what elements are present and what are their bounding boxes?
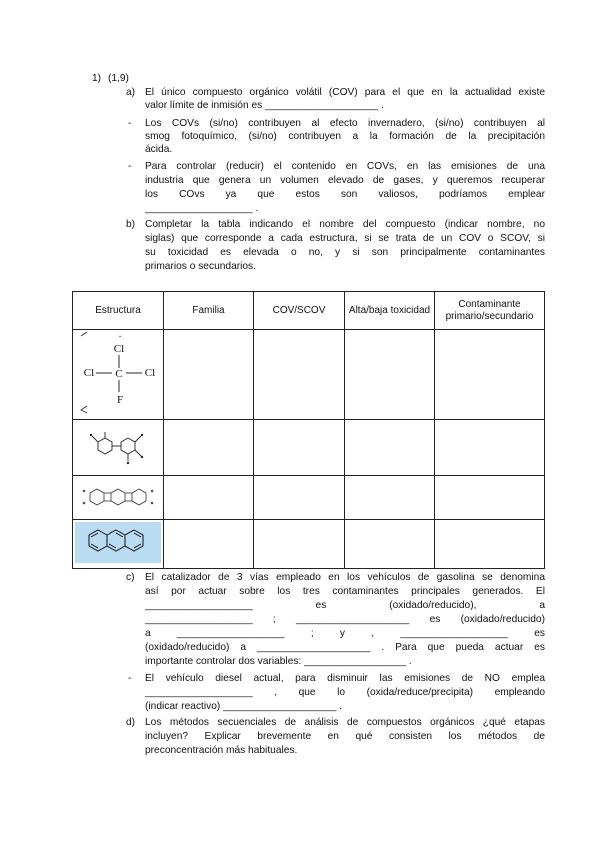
cfc-structure-image (73, 330, 163, 416)
item-c-label: c) (126, 572, 135, 583)
item-d-label: d) (126, 717, 136, 728)
header-cov-scov: COV/SCOV (254, 292, 345, 330)
item-a-line-2: valor límite de inmisión es ____________________ . (145, 100, 385, 111)
dash2-line-1: Para controlar (reducir) el contenido en COVs, en las emisiones de una (145, 161, 545, 172)
cl-right-label: Cl (144, 367, 156, 379)
dash3-line-1: El vehículo diesel actual, para disminuir las emisiones de NO emplea (145, 673, 545, 684)
dash2-line-4: ___________________ . (145, 203, 259, 214)
structure-cell-dioxin (73, 476, 164, 520)
item-b-line-2: siglas) que corresponde a cada estructura, si se trata de un COV o SCOV, si (145, 233, 545, 244)
header-contaminante: Contaminante primario/secundario (435, 292, 545, 330)
item-c-line-7: importante controlar dos variables: __________________ . (145, 656, 412, 667)
item-a-line-1: El único compuesto orgánico volátil (COV) para el que en la actualidad existe (145, 87, 545, 98)
cell-cov-3[interactable] (254, 476, 345, 520)
item-d-line-2: incluyen? Explicar brevemente en qué consisten los métodos de (145, 731, 545, 742)
dash1-line-2: smog fotoquímico, (si/no) contribuyen a la formación de la precipitación (145, 131, 545, 142)
cell-cov-4[interactable] (254, 520, 345, 569)
dioxin-structure-image (73, 476, 163, 516)
header-toxicidad: Alta/baja toxicidad (345, 292, 435, 330)
table-row (73, 420, 545, 476)
header-familia: Familia (164, 292, 254, 330)
item-c-line-5: a ___________________ ; y , ___________________ es (145, 628, 545, 639)
item-c-line-3: ___________________ es (oxidado/reducido), a (145, 600, 545, 611)
cell-contaminante-4[interactable] (435, 520, 545, 569)
dash2-line-3: los COvs ya que estos son valiosos, podríamos emplear (145, 189, 545, 200)
question-number: 1) (92, 73, 102, 84)
cell-contaminante-2[interactable] (435, 420, 545, 476)
item-c-line-4: ___________________ ; ____________________ es (oxidado/reducido) (145, 614, 545, 625)
dash-2: - (128, 161, 132, 172)
cell-familia-3[interactable] (164, 476, 254, 520)
item-d-line-3: preconcentración más habituales. (145, 745, 298, 756)
item-d-line-1: Los métodos secuenciales de análisis de compuestos orgánicos ¿qué etapas (145, 717, 545, 728)
structure-cell-cfc (73, 330, 164, 420)
cell-cov-2[interactable] (254, 420, 345, 476)
item-b-line-1: Completar la tabla indicando el nombre del compuesto (indicar nombre, no (145, 219, 545, 230)
dash1-line-1: Los COVs (si/no) contribuyen al efecto invernadero, (si/no) contribuyen al (145, 118, 545, 129)
cell-toxicidad-3[interactable] (345, 476, 435, 520)
cell-toxicidad-4[interactable] (345, 520, 435, 569)
compound-table (72, 291, 545, 569)
table-row (73, 476, 545, 520)
cell-toxicidad-2[interactable] (345, 420, 435, 476)
structure-cell-pcb (73, 420, 164, 476)
c-center-label: C (115, 368, 123, 380)
item-b-line-3: su toxicidad es elevada o no, y si son principalmente contaminantes (145, 247, 545, 258)
dash2-line-2: industria que genera un volumen elevado de gases, y queremos recuperar (145, 175, 545, 186)
cell-contaminante-1[interactable] (435, 330, 545, 420)
dash3-line-3: (indicar reactivo) ____________________ . (145, 701, 343, 712)
dash-3: - (128, 673, 132, 684)
cell-familia-1[interactable] (164, 330, 254, 420)
item-c-line-1: El catalizador de 3 vías empleado en los vehículos de gasolina se denomina (145, 572, 545, 583)
dash3-line-2: ___________________ , que lo (oxida/reduce/precipita) empleando (145, 687, 545, 698)
item-c-line-6: (oxidado/reducido) a ____________________ . Para que pueda actuar es (145, 642, 545, 653)
cell-familia-4[interactable] (164, 520, 254, 569)
pcb-structure-image (73, 420, 163, 472)
table-row (73, 330, 545, 420)
question-points: (1,9) (108, 73, 129, 84)
structure-cell-anthracene (73, 520, 164, 569)
item-c-line-2: así por actuar sobre los tres contaminantes principales generados. El (145, 586, 545, 597)
item-b-line-4: primarios o secundarios. (145, 261, 256, 272)
item-b-label: b) (126, 219, 136, 230)
cell-familia-2[interactable] (164, 420, 254, 476)
dash1-line-3: ácida. (145, 144, 173, 155)
cl-left-label: Cl (83, 367, 95, 379)
cl-top-label: Cl (113, 343, 125, 355)
f-bottom-label: F (116, 394, 124, 406)
anthracene-structure-image (73, 520, 163, 565)
table-row (73, 520, 545, 569)
svg-text:·: · (118, 332, 122, 343)
dash-1: - (128, 118, 132, 129)
table-header-row (73, 292, 545, 330)
item-a-label: a) (126, 87, 136, 98)
cell-contaminante-3[interactable] (435, 476, 545, 520)
cell-toxicidad-1[interactable] (345, 330, 435, 420)
header-estructura: Estructura (73, 292, 164, 330)
cell-cov-1[interactable] (254, 330, 345, 420)
